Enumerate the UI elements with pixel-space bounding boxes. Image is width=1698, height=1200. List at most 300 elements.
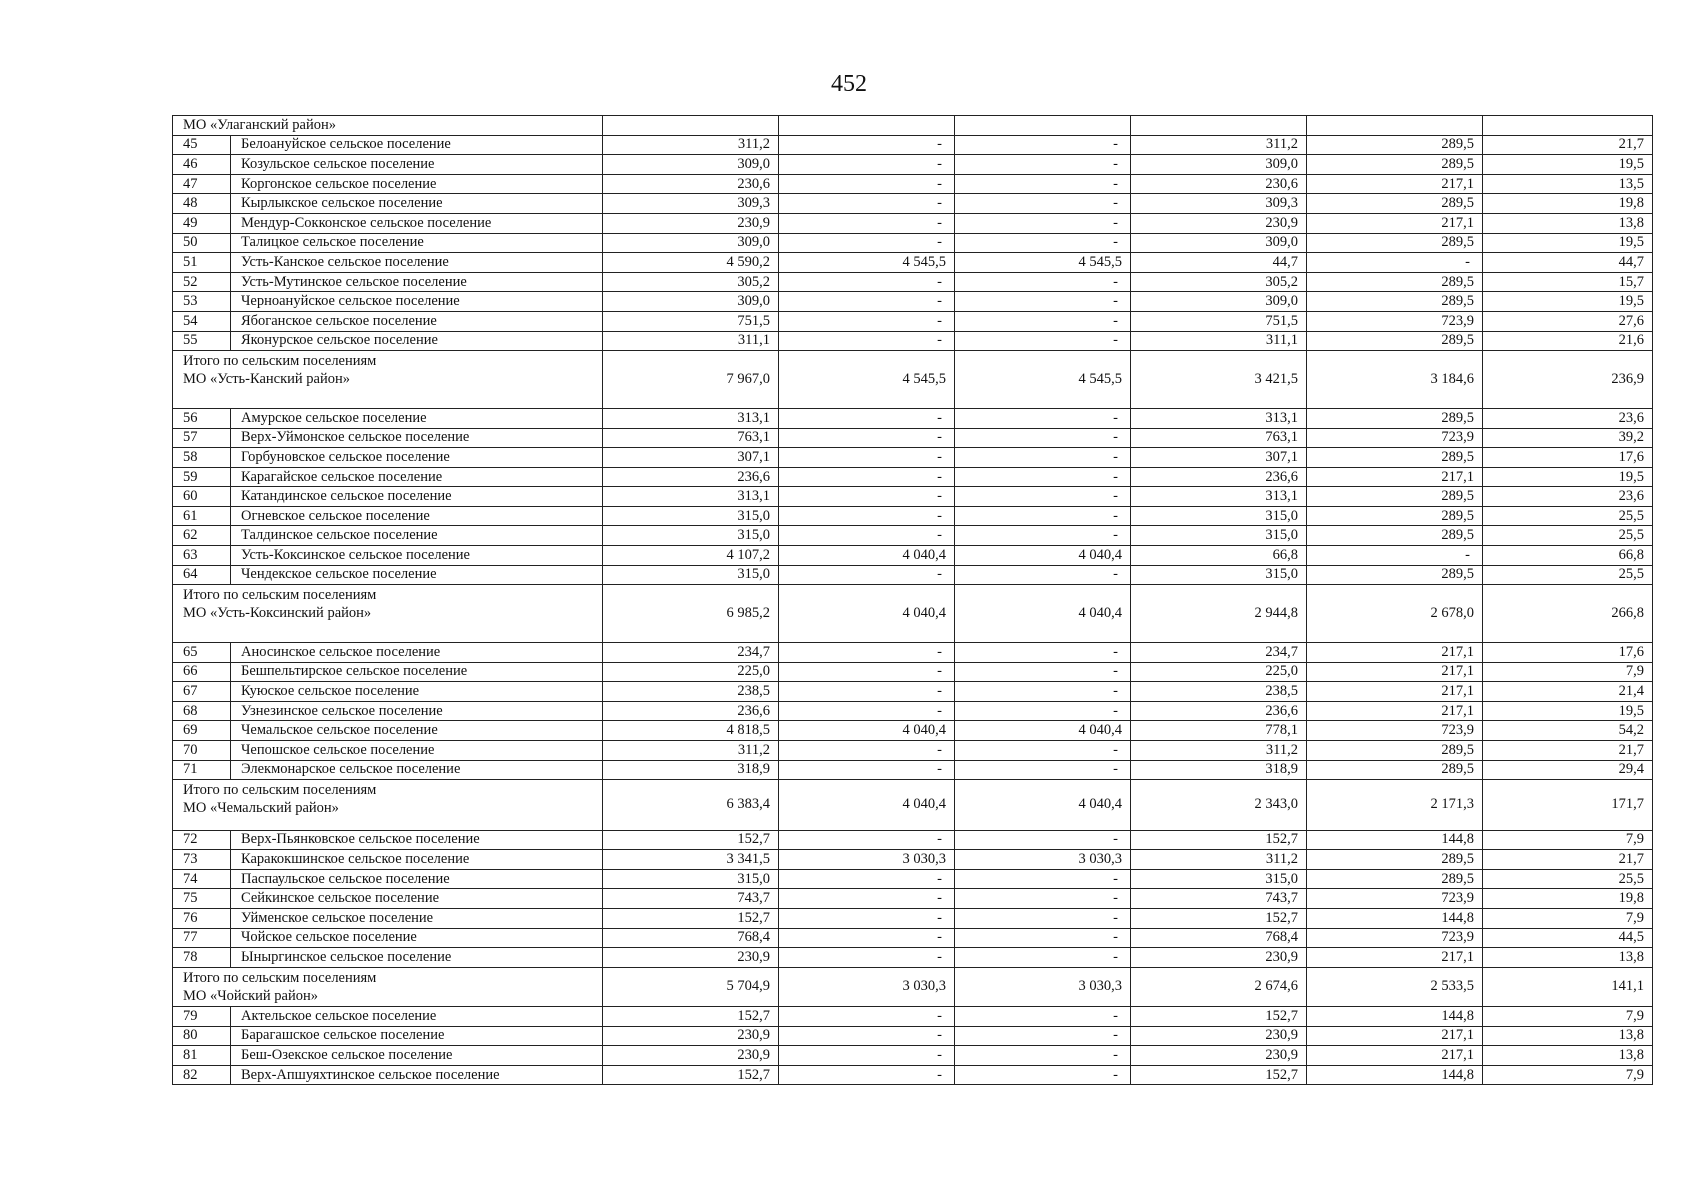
value-cell-6: 7,9	[1483, 1006, 1653, 1026]
value-cell-1: 5 704,9	[603, 967, 779, 1006]
value-cell-2: -	[779, 135, 955, 155]
value-cell-4: 315,0	[1131, 869, 1307, 889]
value-cell-2: -	[779, 233, 955, 253]
value-cell-1: 768,4	[603, 928, 779, 948]
settlement-name: Уйменское сельское поселение	[231, 908, 603, 928]
value-cell-2: -	[779, 311, 955, 331]
value-cell-5: 289,5	[1307, 850, 1483, 870]
table-row	[173, 331, 1653, 351]
row-number: 53	[173, 292, 231, 312]
settlement-name: Мендур-Сокконское сельское поселение	[231, 213, 603, 233]
settlement-name: Чендекское сельское поселение	[231, 565, 603, 585]
empty-cell	[955, 116, 1131, 136]
value-cell-1: 305,2	[603, 272, 779, 292]
value-cell-2: -	[779, 760, 955, 780]
value-cell-3: -	[955, 311, 1131, 331]
value-cell-2: 4 545,5	[779, 351, 955, 409]
value-cell-2: 4 040,4	[779, 546, 955, 566]
row-number: 79	[173, 1006, 231, 1026]
value-cell-6: 21,7	[1483, 741, 1653, 761]
value-cell-6: 13,5	[1483, 174, 1653, 194]
table-row	[173, 908, 1653, 928]
value-cell-1: 307,1	[603, 448, 779, 468]
value-cell-5: 144,8	[1307, 1065, 1483, 1085]
value-cell-3: 4 545,5	[955, 351, 1131, 409]
settlement-name: Бешпельтирское сельское поселение	[231, 662, 603, 682]
settlement-name: Яконурское сельское поселение	[231, 331, 603, 351]
value-cell-5: 2 678,0	[1307, 585, 1483, 643]
value-cell-6: 19,5	[1483, 467, 1653, 487]
value-cell-2: -	[779, 889, 955, 909]
total-label	[173, 351, 603, 409]
value-cell-2: 4 040,4	[779, 780, 955, 830]
value-cell-3: -	[955, 408, 1131, 428]
row-number: 52	[173, 272, 231, 292]
value-cell-3: -	[955, 213, 1131, 233]
value-cell-4: 234,7	[1131, 643, 1307, 663]
value-cell-6: 29,4	[1483, 760, 1653, 780]
value-cell-5: 289,5	[1307, 506, 1483, 526]
total-label	[173, 585, 603, 643]
value-cell-3: -	[955, 889, 1131, 909]
settlement-name: Горбуновское сельское поселение	[231, 448, 603, 468]
value-cell-5: 144,8	[1307, 830, 1483, 850]
value-cell-5: 289,5	[1307, 272, 1483, 292]
value-cell-6: 171,7	[1483, 780, 1653, 830]
table-row	[173, 253, 1653, 273]
value-cell-3: -	[955, 1046, 1131, 1066]
value-cell-1: 3 341,5	[603, 850, 779, 870]
value-cell-4: 778,1	[1131, 721, 1307, 741]
value-cell-3: 4 040,4	[955, 721, 1131, 741]
row-number: 47	[173, 174, 231, 194]
value-cell-4: 66,8	[1131, 546, 1307, 566]
value-cell-4: 311,2	[1131, 135, 1307, 155]
value-cell-6: 25,5	[1483, 869, 1653, 889]
row-number: 61	[173, 506, 231, 526]
value-cell-6: 17,6	[1483, 448, 1653, 468]
value-cell-6: 7,9	[1483, 1065, 1653, 1085]
value-cell-5: 289,5	[1307, 408, 1483, 428]
value-cell-4: 309,0	[1131, 155, 1307, 175]
settlement-name: Кырлыкское сельское поселение	[231, 194, 603, 214]
settlement-name: Сейкинское сельское поселение	[231, 889, 603, 909]
total-row	[173, 780, 1653, 830]
settlement-name: Верх-Уймонское сельское поселение	[231, 428, 603, 448]
value-cell-1: 236,6	[603, 467, 779, 487]
value-cell-1: 311,2	[603, 135, 779, 155]
value-cell-1: 318,9	[603, 760, 779, 780]
value-cell-1: 230,6	[603, 174, 779, 194]
settlement-name: Ябоганское сельское поселение	[231, 311, 603, 331]
value-cell-1: 4 107,2	[603, 546, 779, 566]
value-cell-2: -	[779, 1026, 955, 1046]
value-cell-2: -	[779, 741, 955, 761]
value-cell-6: 54,2	[1483, 721, 1653, 741]
value-cell-3: -	[955, 155, 1131, 175]
value-cell-3: -	[955, 194, 1131, 214]
value-cell-3: -	[955, 506, 1131, 526]
value-cell-4: 44,7	[1131, 253, 1307, 273]
empty-cell	[603, 116, 779, 136]
value-cell-1: 313,1	[603, 487, 779, 507]
table-row	[173, 830, 1653, 850]
settlement-name: Катандинское сельское поселение	[231, 487, 603, 507]
value-cell-3: 4 040,4	[955, 546, 1131, 566]
value-cell-5: 289,5	[1307, 194, 1483, 214]
value-cell-4: 311,1	[1131, 331, 1307, 351]
value-cell-5: 217,1	[1307, 701, 1483, 721]
value-cell-1: 7 967,0	[603, 351, 779, 409]
value-cell-4: 2 674,6	[1131, 967, 1307, 1006]
table-row	[173, 467, 1653, 487]
value-cell-6: 13,8	[1483, 1026, 1653, 1046]
value-cell-6: 23,6	[1483, 408, 1653, 428]
value-cell-4: 768,4	[1131, 928, 1307, 948]
value-cell-5: 289,5	[1307, 487, 1483, 507]
value-cell-1: 6 985,2	[603, 585, 779, 643]
row-number: 70	[173, 741, 231, 761]
value-cell-2: -	[779, 643, 955, 663]
value-cell-6: 266,8	[1483, 585, 1653, 643]
value-cell-6: 19,5	[1483, 701, 1653, 721]
value-cell-2: -	[779, 213, 955, 233]
settlement-name: Паспаульское сельское поселение	[231, 869, 603, 889]
value-cell-6: 141,1	[1483, 967, 1653, 1006]
table-row	[173, 448, 1653, 468]
value-cell-3: -	[955, 233, 1131, 253]
row-number: 57	[173, 428, 231, 448]
value-cell-1: 152,7	[603, 1065, 779, 1085]
value-cell-2: -	[779, 331, 955, 351]
total-label-line2: МО «Чойский район»	[183, 987, 319, 1004]
value-cell-5: -	[1307, 546, 1483, 566]
table-row	[173, 194, 1653, 214]
row-number: 51	[173, 253, 231, 273]
value-cell-5: 289,5	[1307, 526, 1483, 546]
row-number: 65	[173, 643, 231, 663]
value-cell-5: 217,1	[1307, 662, 1483, 682]
value-cell-5: 217,1	[1307, 174, 1483, 194]
value-cell-6: 13,8	[1483, 1046, 1653, 1066]
value-cell-2: -	[779, 1046, 955, 1066]
value-cell-5: 289,5	[1307, 869, 1483, 889]
value-cell-6: 66,8	[1483, 546, 1653, 566]
value-cell-4: 230,9	[1131, 948, 1307, 968]
settlement-name: Амурское сельское поселение	[231, 408, 603, 428]
value-cell-6: 27,6	[1483, 311, 1653, 331]
value-cell-2: -	[779, 506, 955, 526]
value-cell-5: 289,5	[1307, 135, 1483, 155]
value-cell-1: 230,9	[603, 948, 779, 968]
total-row	[173, 351, 1653, 409]
value-cell-2: -	[779, 908, 955, 928]
value-cell-3: 3 030,3	[955, 967, 1131, 1006]
value-cell-3: -	[955, 1026, 1131, 1046]
value-cell-1: 743,7	[603, 889, 779, 909]
value-cell-4: 225,0	[1131, 662, 1307, 682]
value-cell-6: 25,5	[1483, 506, 1653, 526]
value-cell-4: 230,9	[1131, 213, 1307, 233]
value-cell-5: 289,5	[1307, 233, 1483, 253]
value-cell-6: 21,4	[1483, 682, 1653, 702]
value-cell-3: -	[955, 682, 1131, 702]
value-cell-3: -	[955, 565, 1131, 585]
value-cell-1: 230,9	[603, 213, 779, 233]
table-row	[173, 233, 1653, 253]
value-cell-2: -	[779, 1006, 955, 1026]
value-cell-3: -	[955, 948, 1131, 968]
settlement-name: Верх-Апшуяхтинское сельское поселение	[231, 1065, 603, 1085]
total-label-line1: Итого по сельским поселениям	[183, 353, 377, 370]
value-cell-6: 236,9	[1483, 351, 1653, 409]
table-row	[173, 889, 1653, 909]
value-cell-3: -	[955, 448, 1131, 468]
value-cell-2: -	[779, 155, 955, 175]
value-cell-6: 21,7	[1483, 850, 1653, 870]
row-number: 55	[173, 331, 231, 351]
table-row	[173, 760, 1653, 780]
table-row	[173, 155, 1653, 175]
table-row	[173, 1046, 1653, 1066]
row-number: 49	[173, 213, 231, 233]
value-cell-1: 309,0	[603, 233, 779, 253]
settlement-name: Талицкое сельское поселение	[231, 233, 603, 253]
value-cell-4: 309,0	[1131, 233, 1307, 253]
value-cell-6: 44,7	[1483, 253, 1653, 273]
settlement-name: Коргонское сельское поселение	[231, 174, 603, 194]
value-cell-1: 311,1	[603, 331, 779, 351]
value-cell-3: -	[955, 292, 1131, 312]
table-row	[173, 174, 1653, 194]
value-cell-4: 152,7	[1131, 1006, 1307, 1026]
value-cell-5: 289,5	[1307, 760, 1483, 780]
value-cell-4: 2 343,0	[1131, 780, 1307, 830]
value-cell-2: -	[779, 428, 955, 448]
value-cell-4: 763,1	[1131, 428, 1307, 448]
empty-cell	[1307, 116, 1483, 136]
row-number: 78	[173, 948, 231, 968]
value-cell-4: 236,6	[1131, 701, 1307, 721]
value-cell-2: 4 545,5	[779, 253, 955, 273]
value-cell-3: -	[955, 467, 1131, 487]
value-cell-5: 723,9	[1307, 928, 1483, 948]
table-row	[173, 701, 1653, 721]
settlement-name: Куюское сельское поселение	[231, 682, 603, 702]
value-cell-3: 4 040,4	[955, 585, 1131, 643]
value-cell-3: -	[955, 428, 1131, 448]
row-number: 45	[173, 135, 231, 155]
value-cell-2: 3 030,3	[779, 967, 955, 1006]
value-cell-6: 25,5	[1483, 565, 1653, 585]
value-cell-1: 236,6	[603, 701, 779, 721]
table-row	[173, 506, 1653, 526]
total-label	[173, 967, 603, 1006]
value-cell-4: 230,9	[1131, 1046, 1307, 1066]
table-row	[173, 311, 1653, 331]
page-number: 452	[831, 71, 867, 97]
total-label-line2: МО «Усть-Канский район»	[183, 371, 350, 388]
value-cell-6: 23,6	[1483, 487, 1653, 507]
value-cell-2: -	[779, 701, 955, 721]
value-cell-5: 289,5	[1307, 155, 1483, 175]
value-cell-4: 315,0	[1131, 565, 1307, 585]
value-cell-5: 3 184,6	[1307, 351, 1483, 409]
value-cell-4: 309,3	[1131, 194, 1307, 214]
value-cell-5: 144,8	[1307, 908, 1483, 928]
value-cell-5: 217,1	[1307, 1046, 1483, 1066]
total-label-line1: Итого по сельским поселениям	[183, 969, 377, 986]
value-cell-3: -	[955, 174, 1131, 194]
settlement-name: Черноануйское сельское поселение	[231, 292, 603, 312]
row-number: 66	[173, 662, 231, 682]
value-cell-3: -	[955, 526, 1131, 546]
total-label-line2: МО «Чемальский район»	[183, 800, 339, 817]
value-cell-3: -	[955, 760, 1131, 780]
table-row	[173, 682, 1653, 702]
settlement-name: Чемальское сельское поселение	[231, 721, 603, 741]
empty-cell	[1483, 116, 1653, 136]
table-row	[173, 928, 1653, 948]
row-number: 63	[173, 546, 231, 566]
row-number: 58	[173, 448, 231, 468]
value-cell-2: 3 030,3	[779, 850, 955, 870]
row-number: 56	[173, 408, 231, 428]
table-row	[173, 428, 1653, 448]
value-cell-2: -	[779, 487, 955, 507]
value-cell-5: 217,1	[1307, 948, 1483, 968]
row-number: 50	[173, 233, 231, 253]
value-cell-5: 217,1	[1307, 643, 1483, 663]
value-cell-4: 311,2	[1131, 741, 1307, 761]
value-cell-1: 152,7	[603, 908, 779, 928]
row-number: 81	[173, 1046, 231, 1066]
value-cell-3: -	[955, 928, 1131, 948]
value-cell-4: 315,0	[1131, 506, 1307, 526]
value-cell-1: 234,7	[603, 643, 779, 663]
district-header-row	[173, 116, 1653, 136]
table-row	[173, 741, 1653, 761]
settlement-name: Каракокшинское сельское поселение	[231, 850, 603, 870]
value-cell-5: 217,1	[1307, 467, 1483, 487]
total-label-line1: Итого по сельским поселениям	[183, 782, 377, 799]
value-cell-5: 289,5	[1307, 292, 1483, 312]
value-cell-2: -	[779, 448, 955, 468]
table-row	[173, 1006, 1653, 1026]
budget-table	[172, 115, 1653, 1085]
row-number: 77	[173, 928, 231, 948]
row-number: 48	[173, 194, 231, 214]
table-row	[173, 272, 1653, 292]
settlement-name: Огневское сельское поселение	[231, 506, 603, 526]
value-cell-1: 751,5	[603, 311, 779, 331]
total-label-line1: Итого по сельским поселениям	[183, 587, 377, 604]
value-cell-6: 19,5	[1483, 233, 1653, 253]
total-label	[173, 780, 603, 830]
table-body	[173, 116, 1653, 1085]
empty-cell	[1131, 116, 1307, 136]
value-cell-5: 723,9	[1307, 428, 1483, 448]
value-cell-1: 309,3	[603, 194, 779, 214]
row-number: 67	[173, 682, 231, 702]
total-row	[173, 967, 1653, 1006]
total-row	[173, 585, 1653, 643]
settlement-name: Талдинское сельское поселение	[231, 526, 603, 546]
value-cell-2: -	[779, 526, 955, 546]
value-cell-6: 39,2	[1483, 428, 1653, 448]
settlement-name: Чепошское сельское поселение	[231, 741, 603, 761]
value-cell-2: -	[779, 948, 955, 968]
value-cell-3: -	[955, 830, 1131, 850]
table-row	[173, 662, 1653, 682]
value-cell-1: 230,9	[603, 1046, 779, 1066]
value-cell-3: -	[955, 662, 1131, 682]
table-row	[173, 643, 1653, 663]
value-cell-1: 315,0	[603, 869, 779, 889]
value-cell-1: 313,1	[603, 408, 779, 428]
value-cell-2: -	[779, 869, 955, 889]
row-number: 75	[173, 889, 231, 909]
value-cell-1: 4 818,5	[603, 721, 779, 741]
table-row	[173, 292, 1653, 312]
value-cell-2: -	[779, 194, 955, 214]
value-cell-4: 305,2	[1131, 272, 1307, 292]
row-number: 74	[173, 869, 231, 889]
value-cell-4: 313,1	[1131, 408, 1307, 428]
value-cell-1: 315,0	[603, 506, 779, 526]
value-cell-3: -	[955, 701, 1131, 721]
value-cell-5: 289,5	[1307, 565, 1483, 585]
table-row	[173, 546, 1653, 566]
value-cell-3: -	[955, 272, 1131, 292]
value-cell-6: 44,5	[1483, 928, 1653, 948]
settlement-name: Карагайское сельское поселение	[231, 467, 603, 487]
table-row	[173, 850, 1653, 870]
value-cell-3: -	[955, 908, 1131, 928]
value-cell-5: 723,9	[1307, 311, 1483, 331]
value-cell-3: -	[955, 869, 1131, 889]
settlement-name: Козульское сельское поселение	[231, 155, 603, 175]
table-row	[173, 1026, 1653, 1046]
table-row	[173, 869, 1653, 889]
settlement-name: Усть-Мутинское сельское поселение	[231, 272, 603, 292]
table-row	[173, 135, 1653, 155]
value-cell-3: -	[955, 643, 1131, 663]
value-cell-1: 230,9	[603, 1026, 779, 1046]
settlement-name: Беш-Озекское сельское поселение	[231, 1046, 603, 1066]
value-cell-5: 217,1	[1307, 1026, 1483, 1046]
value-cell-6: 13,8	[1483, 213, 1653, 233]
value-cell-3: 4 545,5	[955, 253, 1131, 273]
value-cell-4: 743,7	[1131, 889, 1307, 909]
value-cell-6: 25,5	[1483, 526, 1653, 546]
value-cell-5: 2 171,3	[1307, 780, 1483, 830]
value-cell-4: 238,5	[1131, 682, 1307, 702]
row-number: 80	[173, 1026, 231, 1046]
value-cell-4: 311,2	[1131, 850, 1307, 870]
value-cell-3: 4 040,4	[955, 780, 1131, 830]
value-cell-3: -	[955, 135, 1131, 155]
value-cell-6: 13,8	[1483, 948, 1653, 968]
row-number: 59	[173, 467, 231, 487]
value-cell-6: 21,7	[1483, 135, 1653, 155]
value-cell-6: 19,8	[1483, 889, 1653, 909]
settlement-name: Элекмонарское сельское поселение	[231, 760, 603, 780]
value-cell-6: 15,7	[1483, 272, 1653, 292]
value-cell-4: 313,1	[1131, 487, 1307, 507]
value-cell-4: 307,1	[1131, 448, 1307, 468]
value-cell-4: 3 421,5	[1131, 351, 1307, 409]
